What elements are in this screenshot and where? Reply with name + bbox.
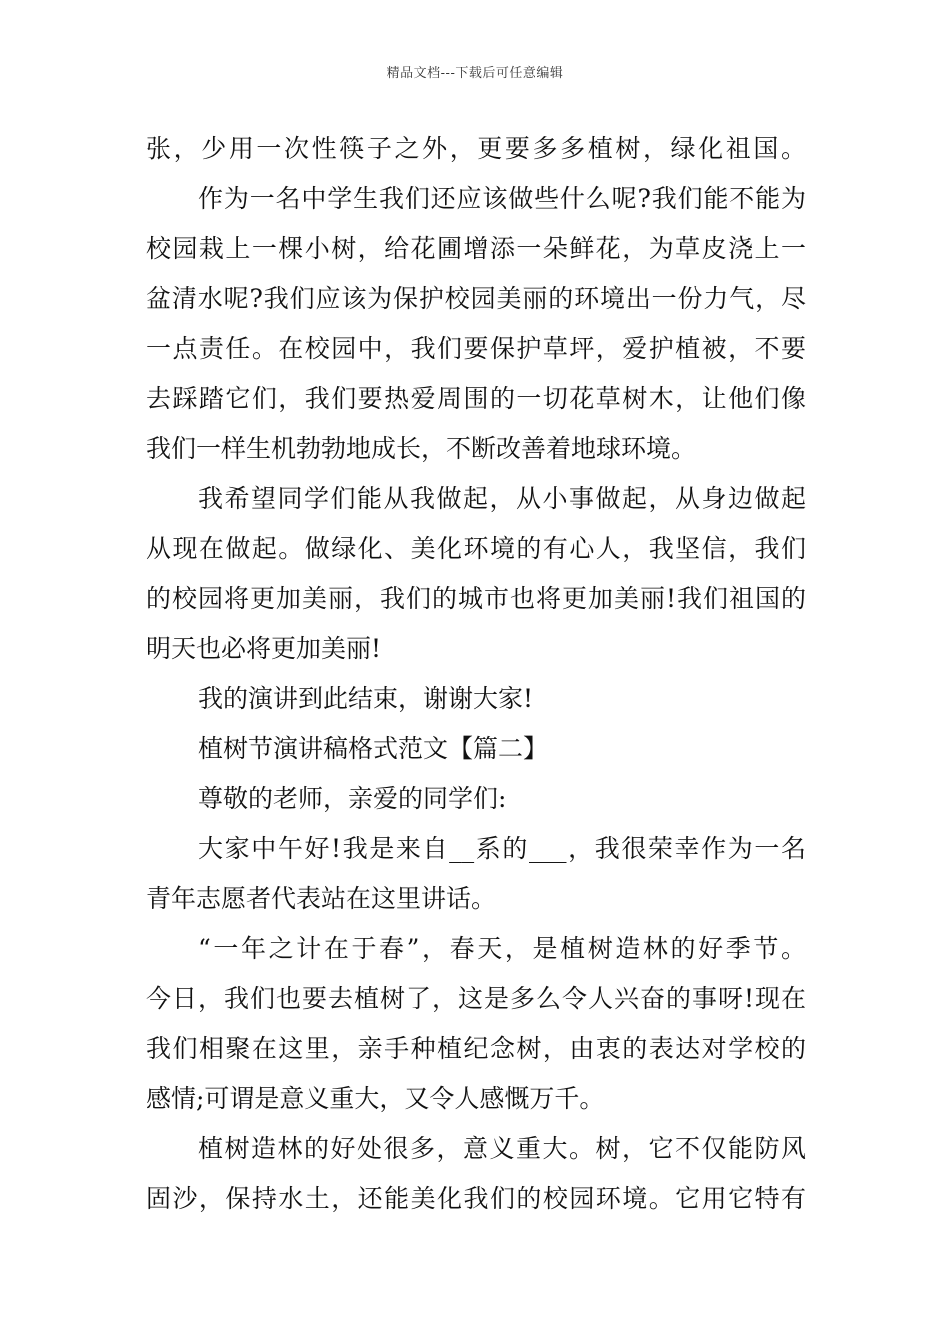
page-header: 精品文档---下载后可任意编辑 [386,66,564,81]
text-line: 从现在做起。做绿化、美化环境的有心人，我坚信，我们 [146,534,806,563]
document-body [146,124,806,1224]
text-line: 去踩踏它们，我们要热爱周围的一切花草树木，让他们像 [146,384,806,413]
text-line: 校园栽上一棵小树，给花圃增添一朵鲜花，为草皮浇上一 [146,234,806,263]
text-line: 感情;可谓是意义重大，又令人感慨万千。 [146,1084,605,1113]
text-line: “一年之计在于春”，春天，是植树造林的好季节。 [198,934,806,963]
text-line: 明天也必将更加美丽! [146,634,382,663]
text-line: 张，少用一次性筷子之外，更要多多植树，绿化祖国。 [146,134,806,163]
text-line: 的校园将更加美丽，我们的城市也将更加美丽!我们祖国的 [146,584,806,613]
text-line: 我们一样生机勃勃地成长，不断改善着地球环境。 [146,434,697,463]
text-line: 大家中午好!我是来自__系的___，我很荣幸作为一名 [198,834,806,863]
text-line: 我们相聚在这里，亲手种植纪念树，由衷的表达对学校的 [146,1034,806,1063]
text-line: 固沙，保持水土，还能美化我们的校园环境。它用它特有 [146,1184,806,1213]
section-heading: 植树节演讲稿格式范文【篇二】 [198,734,549,763]
text-line: 我希望同学们能从我做起，从小事做起，从身边做起 [198,484,806,513]
text-line: 一点责任。在校园中，我们要保护草坪，爱护植被，不要 [146,334,806,363]
text-line: 作为一名中学生我们还应该做些什么呢?我们能不能为 [198,184,806,213]
text-line: 今日，我们也要去植树了，这是多么令人兴奋的事呀!现在 [146,984,806,1013]
text-line: 青年志愿者代表站在这里讲话。 [146,884,497,913]
text-line: 盆清水呢?我们应该为保护校园美丽的环境出一份力气，尽 [146,284,806,313]
salutation: 尊敬的老师，亲爱的同学们: [198,784,507,813]
text-line: 我的演讲到此结束，谢谢大家! [198,684,534,713]
text-line: 植树造林的好处很多，意义重大。树，它不仅能防风 [198,1134,806,1163]
